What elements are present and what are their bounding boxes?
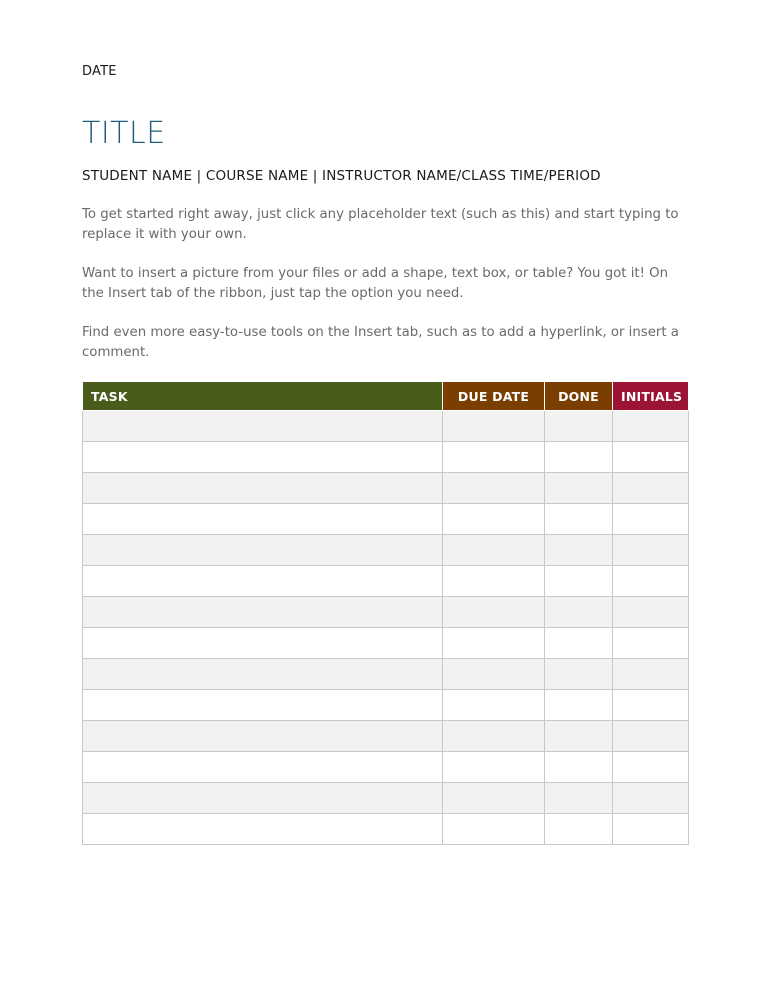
table-row bbox=[83, 659, 689, 690]
table-header-row bbox=[83, 382, 689, 411]
cell-initials[interactable] bbox=[613, 442, 689, 473]
cell-due-date[interactable] bbox=[443, 504, 545, 535]
table-row bbox=[83, 535, 689, 566]
cell-done[interactable] bbox=[545, 721, 613, 752]
cell-task[interactable] bbox=[83, 814, 443, 845]
cell-task[interactable] bbox=[83, 783, 443, 814]
page-title[interactable]: TITLE bbox=[82, 116, 166, 151]
cell-due-date[interactable] bbox=[443, 721, 545, 752]
cell-due-date[interactable] bbox=[443, 628, 545, 659]
header-due-date: DUE DATE bbox=[443, 382, 545, 411]
table-row bbox=[83, 783, 689, 814]
cell-initials[interactable] bbox=[613, 814, 689, 845]
table-row bbox=[83, 504, 689, 535]
cell-done[interactable] bbox=[545, 473, 613, 504]
table-row bbox=[83, 721, 689, 752]
task-table bbox=[82, 381, 689, 845]
cell-due-date[interactable] bbox=[443, 566, 545, 597]
cell-done[interactable] bbox=[545, 411, 613, 442]
table-row bbox=[83, 566, 689, 597]
cell-due-date[interactable] bbox=[443, 814, 545, 845]
body-paragraph-2[interactable]: Want to insert a picture from your files or add a shape, text box, or table? You got it! On the Insert tab of the ribbon, just tap the option you need. bbox=[82, 266, 669, 301]
cell-task[interactable] bbox=[83, 504, 443, 535]
table-row bbox=[83, 628, 689, 659]
body-paragraph-1[interactable]: To get started right away, just click any placeholder text (such as this) and start typing to replace it with your own. bbox=[82, 207, 679, 242]
header-done: DONE bbox=[545, 382, 613, 411]
cell-task[interactable] bbox=[83, 597, 443, 628]
cell-done[interactable] bbox=[545, 814, 613, 845]
cell-done[interactable] bbox=[545, 659, 613, 690]
cell-done[interactable] bbox=[545, 566, 613, 597]
cell-due-date[interactable] bbox=[443, 473, 545, 504]
cell-task[interactable] bbox=[83, 659, 443, 690]
cell-initials[interactable] bbox=[613, 628, 689, 659]
cell-task[interactable] bbox=[83, 628, 443, 659]
cell-task[interactable] bbox=[83, 473, 443, 504]
cell-initials[interactable] bbox=[613, 535, 689, 566]
cell-done[interactable] bbox=[545, 628, 613, 659]
cell-initials[interactable] bbox=[613, 473, 689, 504]
cell-task[interactable] bbox=[83, 752, 443, 783]
cell-due-date[interactable] bbox=[443, 411, 545, 442]
cell-initials[interactable] bbox=[613, 659, 689, 690]
cell-due-date[interactable] bbox=[443, 597, 545, 628]
cell-initials[interactable] bbox=[613, 721, 689, 752]
cell-initials[interactable] bbox=[613, 504, 689, 535]
cell-done[interactable] bbox=[545, 752, 613, 783]
cell-due-date[interactable] bbox=[443, 659, 545, 690]
cell-initials[interactable] bbox=[613, 752, 689, 783]
cell-initials[interactable] bbox=[613, 411, 689, 442]
cell-due-date[interactable] bbox=[443, 752, 545, 783]
cell-initials[interactable] bbox=[613, 690, 689, 721]
table-row bbox=[83, 690, 689, 721]
cell-done[interactable] bbox=[545, 597, 613, 628]
cell-due-date[interactable] bbox=[443, 535, 545, 566]
header-initials: INITIALS bbox=[613, 382, 689, 411]
cell-due-date[interactable] bbox=[443, 783, 545, 814]
cell-task[interactable] bbox=[83, 411, 443, 442]
cell-initials[interactable] bbox=[613, 566, 689, 597]
body-paragraph-3[interactable]: Find even more easy-to-use tools on the Insert tab, such as to add a hyperlink, or insert a comment. bbox=[82, 325, 679, 360]
cell-done[interactable] bbox=[545, 690, 613, 721]
cell-due-date[interactable] bbox=[443, 442, 545, 473]
table-row bbox=[83, 752, 689, 783]
cell-done[interactable] bbox=[545, 504, 613, 535]
table-row bbox=[83, 597, 689, 628]
cell-done[interactable] bbox=[545, 783, 613, 814]
header-task: TASK bbox=[83, 382, 443, 411]
cell-task[interactable] bbox=[83, 535, 443, 566]
table-row bbox=[83, 411, 689, 442]
cell-task[interactable] bbox=[83, 566, 443, 597]
cell-done[interactable] bbox=[545, 535, 613, 566]
table-row bbox=[83, 473, 689, 504]
cell-initials[interactable] bbox=[613, 597, 689, 628]
table-row bbox=[83, 814, 689, 845]
date-field[interactable]: DATE bbox=[82, 64, 117, 79]
cell-task[interactable] bbox=[83, 442, 443, 473]
cell-initials[interactable] bbox=[613, 783, 689, 814]
cell-task[interactable] bbox=[83, 690, 443, 721]
cell-due-date[interactable] bbox=[443, 690, 545, 721]
cell-task[interactable] bbox=[83, 721, 443, 752]
table-row bbox=[83, 442, 689, 473]
cell-done[interactable] bbox=[545, 442, 613, 473]
subtitle-line[interactable]: STUDENT NAME | COURSE NAME | INSTRUCTOR NAME/CLASS TIME/PERIOD bbox=[82, 168, 601, 184]
